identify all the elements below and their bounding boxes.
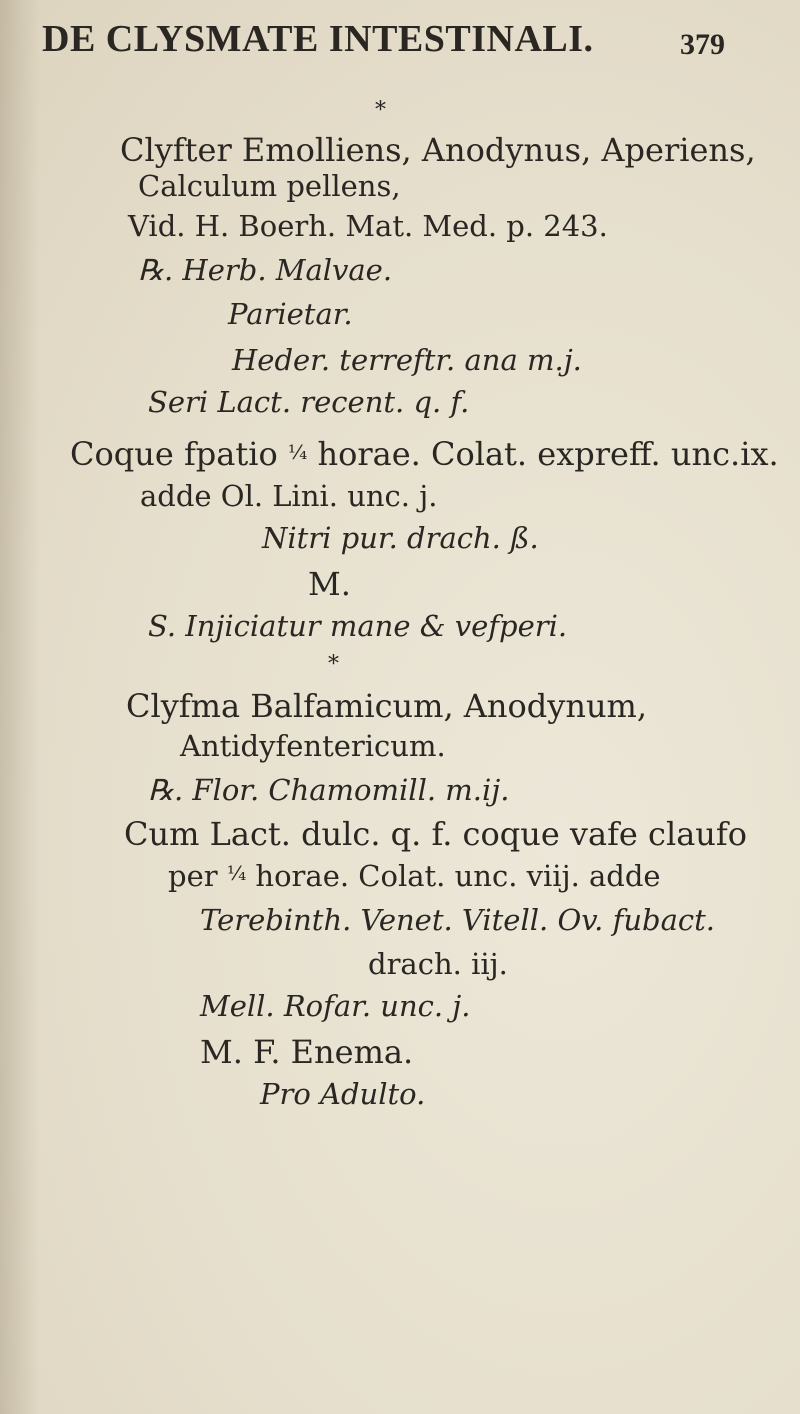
recipe1-title-line2: Calculum pellens, (138, 169, 401, 203)
recipe2-line: Pro Adulto. (260, 1077, 426, 1111)
recipe2-line: per $^{\frac{1}{4}}$ horae. Colat. unc. viij. adde (168, 859, 661, 893)
recipe1-misce: M. (308, 565, 351, 603)
page-edge-shadow (0, 0, 40, 1414)
recipe1-ingredient: Seri Lact. recent. q. f. (148, 385, 470, 419)
recipe1-title-line1: Clyfter Emolliens, Anodynus, Aperiens, (120, 131, 756, 169)
recipe2-line: Cum Lact. dulc. q. f. coque vafe claufo (124, 815, 747, 853)
recipe2-line: M. F. Enema. (200, 1033, 414, 1071)
recipe2-line: drach. iij. (368, 947, 508, 981)
recipe2-line: Mell. Rofar. unc. j. (200, 989, 471, 1023)
recipe1-method: Coque fpatio ¼ horae. Colat. expreff. unc.ix. (70, 435, 779, 473)
recipe1-signa: S. Injiciatur mane & vefperi. (148, 609, 568, 643)
recipe1-method: Nitri pur. drach. ß. (262, 521, 539, 555)
page-number: 379 (680, 28, 725, 61)
recipe2-prescription: ℞. Flor. Chamomill. m.ij. (148, 773, 510, 807)
recipe1-ingredient: Parietar. (228, 297, 353, 331)
recipe1-reference: Vid. H. Boerh. Mat. Med. p. 243. (128, 209, 608, 243)
recipe2-title-line2: Antidyfentericum. (180, 729, 446, 763)
recipe2-title-line1: Clyfma Balfamicum, Anodynum, (126, 687, 648, 725)
running-head (42, 20, 594, 58)
recipe1-ingredient: Heder. terreftr. ana m.j. (232, 343, 582, 377)
section-star: * (375, 98, 386, 123)
recipe1-prescription: ℞. Herb. Malvae. (138, 253, 393, 287)
running-head-title: DE CLYSMATE INTESTINALI. (42, 18, 594, 60)
section-star: * (328, 652, 339, 677)
recipe2-line: Terebinth. Venet. Vitell. Ov. fubact. (200, 903, 715, 937)
recipe1-method: adde Ol. Lini. unc. j. (140, 479, 438, 513)
